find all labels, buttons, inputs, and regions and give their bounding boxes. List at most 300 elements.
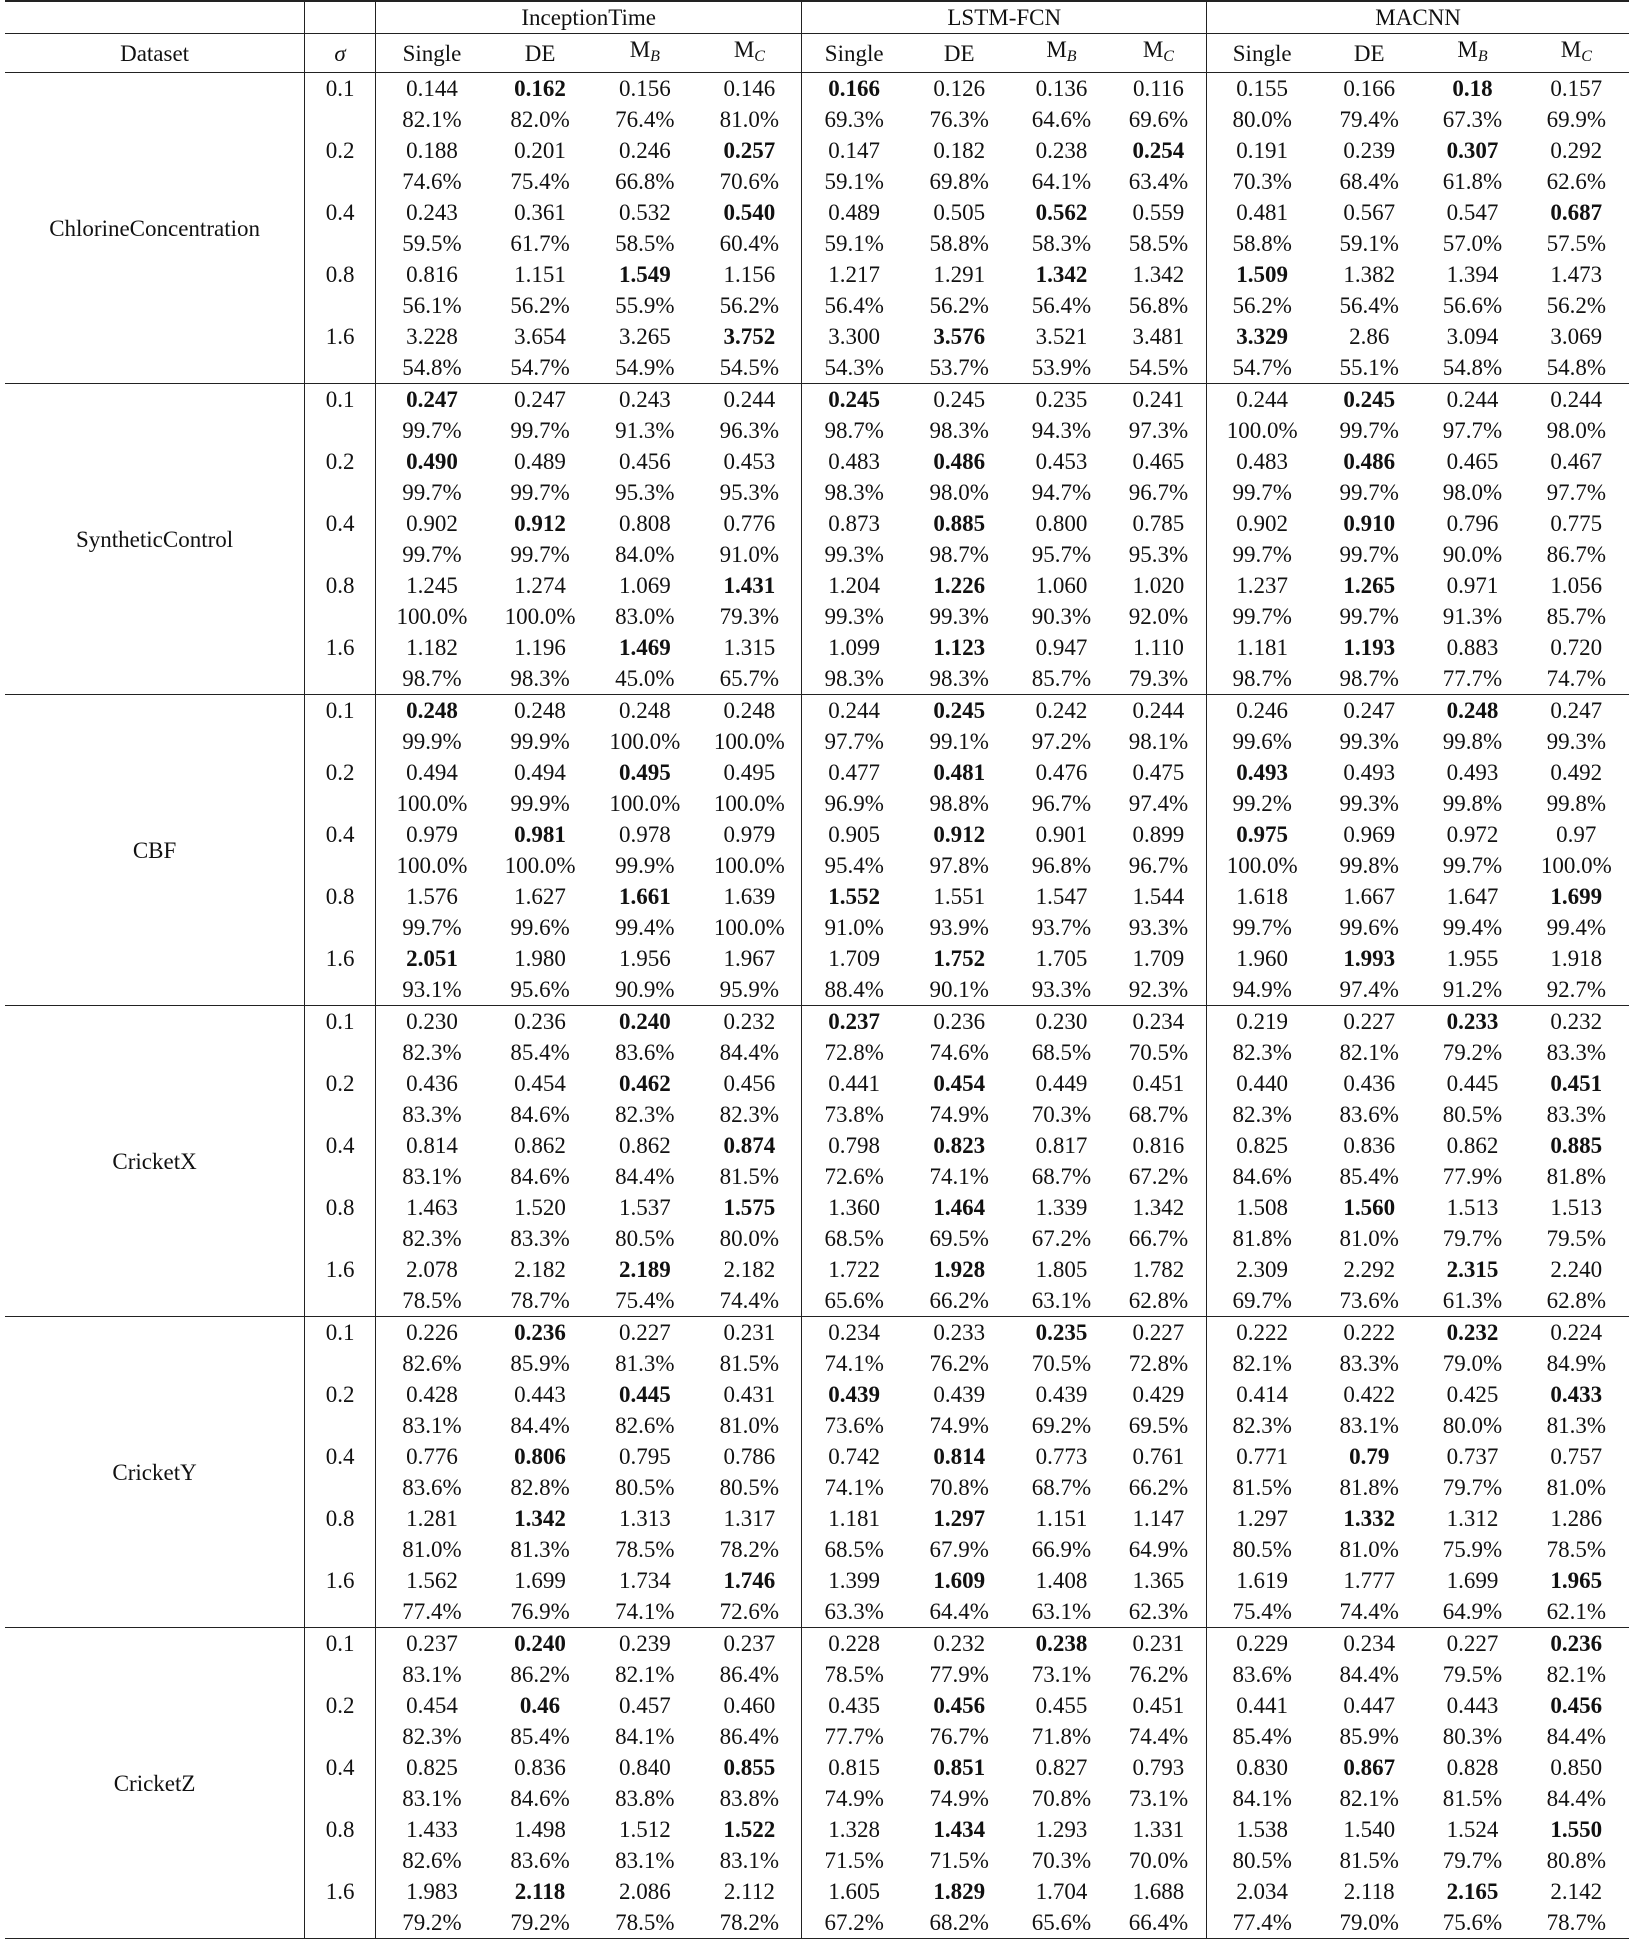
best-score: 0.236 <box>1550 1631 1603 1656</box>
score-cell: 0.905 <box>802 819 906 850</box>
score-cell: 0.505 <box>933 200 986 225</box>
score-cell: 1.147 <box>1132 1506 1185 1531</box>
score-cell: 0.773 <box>1035 1444 1088 1469</box>
best-score: 1.431 <box>723 573 776 598</box>
score-cell: 1.699 <box>514 1568 566 1593</box>
accuracy-cell: 82.3% <box>1207 1410 1317 1441</box>
score-cell: 0.156 <box>618 76 671 101</box>
accuracy-cell: 81.8% <box>1546 1164 1607 1189</box>
accuracy-cell: 99.4% <box>1546 915 1607 940</box>
header-method-label: M <box>1142 37 1164 62</box>
best-score: 0.806 <box>514 1444 566 1469</box>
score-cell: 0.248 <box>618 698 671 723</box>
header-blank-sigma <box>305 1 376 34</box>
accuracy-cell: 67.2% <box>802 1907 906 1939</box>
table-row-score <box>5 73 1629 105</box>
accuracy-cell: 83.1% <box>376 1161 488 1192</box>
score-cell: 1.704 <box>1035 1879 1088 1904</box>
score-cell: 0.489 <box>514 449 566 474</box>
best-score: 0.454 <box>933 1071 986 1096</box>
accuracy-cell: 74.1% <box>929 1164 989 1189</box>
accuracy-cell: 57.0% <box>1442 231 1503 256</box>
accuracy-cell: 61.3% <box>1421 1285 1523 1317</box>
best-score: 0.254 <box>1132 138 1185 163</box>
accuracy-cell: 81.5% <box>1442 1786 1503 1811</box>
score-cell: 1.110 <box>1132 635 1184 660</box>
score-cell: 0.796 <box>1446 511 1499 536</box>
best-score: 0.245 <box>1343 387 1396 412</box>
accuracy-cell: 78.2% <box>697 1907 801 1939</box>
best-score: 1.699 <box>1550 884 1603 909</box>
accuracy-cell: 92.7% <box>1524 974 1629 1006</box>
accuracy-cell: 53.9% <box>1012 352 1110 384</box>
score-cell: 0.232 <box>1550 1009 1603 1034</box>
best-score: 0.236 <box>514 1320 566 1345</box>
score-cell: 0.232 <box>723 1009 776 1034</box>
accuracy-cell: 69.8% <box>929 169 989 194</box>
score-cell: 1.315 <box>723 635 776 660</box>
accuracy-cell: 95.4% <box>802 850 906 881</box>
score-cell <box>488 508 592 539</box>
best-score: 0.307 <box>1446 138 1499 163</box>
best-score: 0.233 <box>1446 1009 1499 1034</box>
header-method-label: M <box>733 37 755 62</box>
accuracy-cell: 82.6% <box>376 1845 488 1876</box>
accuracy-cell: 98.3% <box>802 663 906 695</box>
accuracy-cell: 64.9% <box>1128 1537 1189 1562</box>
accuracy-cell: 81.0% <box>719 107 780 132</box>
score-cell: 0.493 <box>1446 760 1499 785</box>
accuracy-cell: 83.3% <box>1339 1351 1399 1376</box>
accuracy-cell: 97.4% <box>1317 974 1421 1006</box>
sigma-value: 1.6 <box>305 1876 376 1939</box>
accuracy-cell: 98.3% <box>906 663 1012 695</box>
score-cell: 0.246 <box>618 138 671 163</box>
score-cell: 0.227 <box>618 1320 671 1345</box>
accuracy-cell: 74.6% <box>929 1040 989 1065</box>
score-cell: 0.234 <box>802 1317 906 1349</box>
accuracy-cell: 92.0% <box>1128 604 1189 629</box>
score-cell: 1.473 <box>1550 262 1603 287</box>
accuracy-cell: 82.1% <box>1339 1040 1399 1065</box>
score-cell: 1.647 <box>1446 884 1499 909</box>
best-score: 2.118 <box>514 1879 566 1904</box>
score-cell: 0.825 <box>1207 1130 1317 1161</box>
score-cell: 0.443 <box>1446 1693 1499 1718</box>
score-cell: 0.493 <box>1343 760 1396 785</box>
accuracy-cell: 78.5% <box>1546 1537 1607 1562</box>
accuracy-cell: 83.1% <box>376 1410 488 1441</box>
accuracy-cell: 72.6% <box>697 1596 801 1628</box>
accuracy-cell: 99.7% <box>1339 604 1399 629</box>
score-cell <box>376 446 488 477</box>
score-cell: 1.709 <box>1132 946 1185 971</box>
score-cell <box>802 1006 906 1038</box>
accuracy-cell: 99.7% <box>376 539 488 570</box>
score-cell <box>906 1814 1012 1845</box>
accuracy-cell: 98.0% <box>1546 418 1607 443</box>
accuracy-cell: 99.3% <box>1546 729 1607 754</box>
score-cell: 0.226 <box>376 1317 488 1349</box>
score-cell: 0.425 <box>1446 1382 1499 1407</box>
accuracy-cell: 68.2% <box>906 1907 1012 1939</box>
score-cell: 0.454 <box>514 1071 566 1096</box>
header-method <box>592 34 697 73</box>
score-cell: 0.850 <box>1550 1755 1603 1780</box>
accuracy-cell: 53.7% <box>906 352 1012 384</box>
accuracy-cell: 99.4% <box>1442 915 1503 940</box>
accuracy-cell: 54.7% <box>1207 352 1317 384</box>
score-cell: 0.237 <box>376 1628 488 1660</box>
header-row-models <box>5 1 1629 34</box>
accuracy-cell: 98.0% <box>1442 480 1503 505</box>
score-cell: 1.605 <box>802 1876 906 1907</box>
best-score: 1.342 <box>514 1506 566 1531</box>
accuracy-cell: 71.5% <box>802 1845 906 1876</box>
best-score: 0.867 <box>1343 1755 1396 1780</box>
score-cell: 1.408 <box>1035 1568 1088 1593</box>
accuracy-cell: 79.0% <box>1442 1351 1503 1376</box>
best-score: 0.18 <box>1452 76 1493 101</box>
score-cell: 0.547 <box>1446 200 1499 225</box>
dataset-name: CricketX <box>5 1006 305 1317</box>
accuracy-cell: 82.0% <box>510 107 570 132</box>
best-score: 0.481 <box>933 760 986 785</box>
accuracy-cell: 99.3% <box>1339 729 1399 754</box>
score-cell <box>906 1192 1012 1223</box>
sigma-value: 1.6 <box>305 1254 376 1317</box>
score-cell <box>906 819 1012 850</box>
accuracy-cell: 100.0% <box>376 788 488 819</box>
score-cell <box>376 943 488 974</box>
score-cell: 0.776 <box>376 1441 488 1472</box>
score-cell: 0.361 <box>514 200 566 225</box>
score-cell: 0.465 <box>1446 449 1499 474</box>
sigma-value: 0.8 <box>305 881 376 943</box>
accuracy-cell: 69.6% <box>1128 107 1189 132</box>
score-cell: 1.639 <box>723 884 776 909</box>
score-cell: 0.414 <box>1207 1379 1317 1410</box>
best-score: 0.687 <box>1550 200 1603 225</box>
header-method <box>697 34 801 73</box>
score-cell: 0.449 <box>1035 1071 1088 1096</box>
score-cell: 0.247 <box>1550 698 1603 723</box>
score-cell: 1.399 <box>802 1565 906 1596</box>
accuracy-cell: 55.1% <box>1317 352 1421 384</box>
best-score: 0.851 <box>933 1755 986 1780</box>
best-score: 0.912 <box>933 822 986 847</box>
best-score: 0.490 <box>406 449 458 474</box>
accuracy-cell: 81.5% <box>1339 1848 1399 1873</box>
accuracy-cell: 85.7% <box>1546 604 1607 629</box>
score-cell: 1.394 <box>1446 262 1499 287</box>
best-score: 1.609 <box>933 1568 986 1593</box>
sigma-value: 0.4 <box>305 197 376 259</box>
score-cell <box>592 259 697 290</box>
accuracy-cell: 81.5% <box>1207 1472 1317 1503</box>
score-cell: 2.240 <box>1550 1257 1603 1282</box>
accuracy-cell: 66.2% <box>1128 1475 1189 1500</box>
accuracy-cell: 98.7% <box>802 415 906 446</box>
table-row-score <box>5 695 1629 727</box>
best-score: 1.464 <box>933 1195 986 1220</box>
header-method-label: M <box>1457 37 1478 62</box>
score-cell: 3.094 <box>1446 324 1499 349</box>
score-cell: 1.547 <box>1035 884 1088 909</box>
score-cell <box>1317 446 1421 477</box>
score-cell <box>1524 1814 1629 1845</box>
score-cell: 0.228 <box>802 1628 906 1660</box>
accuracy-cell: 74.1% <box>802 1472 906 1503</box>
score-cell: 1.069 <box>618 573 671 598</box>
score-cell <box>1207 321 1317 352</box>
score-cell: 0.453 <box>1035 449 1088 474</box>
score-cell: 1.204 <box>802 570 906 601</box>
score-cell: 0.899 <box>1132 822 1185 847</box>
header-method-subscript: B <box>650 48 660 65</box>
score-cell: 1.918 <box>1550 946 1603 971</box>
score-cell <box>697 1192 801 1223</box>
score-cell: 1.274 <box>514 573 566 598</box>
score-cell: 0.231 <box>723 1320 776 1345</box>
accuracy-cell: 69.2% <box>1031 1413 1092 1438</box>
header-method <box>1317 34 1421 73</box>
score-cell <box>488 1690 592 1721</box>
score-cell: 0.495 <box>723 760 776 785</box>
score-cell: 0.429 <box>1132 1382 1185 1407</box>
header-dataset: Dataset <box>5 34 305 73</box>
accuracy-cell: 91.0% <box>802 912 906 943</box>
accuracy-cell: 99.8% <box>1442 729 1503 754</box>
accuracy-cell: 56.2% <box>1546 293 1607 318</box>
accuracy-cell: 96.8% <box>1031 853 1092 878</box>
accuracy-cell: 93.3% <box>1012 974 1110 1006</box>
best-score: 0.247 <box>406 387 458 412</box>
score-cell <box>1111 135 1207 166</box>
accuracy-cell: 83.6% <box>615 1040 675 1065</box>
accuracy-cell: 84.9% <box>1546 1351 1607 1376</box>
score-cell: 0.247 <box>1343 698 1396 723</box>
score-cell: 0.436 <box>376 1068 488 1099</box>
score-cell: 0.443 <box>514 1382 566 1407</box>
accuracy-cell: 82.1% <box>1546 1662 1607 1687</box>
accuracy-cell: 59.1% <box>802 228 906 259</box>
score-cell: 0.567 <box>1343 200 1396 225</box>
accuracy-cell: 98.3% <box>488 663 592 695</box>
accuracy-cell: 93.7% <box>1031 915 1092 940</box>
accuracy-cell: 94.3% <box>1031 418 1092 443</box>
score-cell <box>1421 1876 1523 1907</box>
score-cell: 0.231 <box>1132 1631 1185 1656</box>
score-cell <box>906 1441 1012 1472</box>
accuracy-cell: 100.0% <box>609 791 681 816</box>
score-cell: 0.828 <box>1446 1755 1499 1780</box>
score-cell <box>1317 1192 1421 1223</box>
sigma-value: 0.2 <box>305 135 376 197</box>
accuracy-cell: 59.5% <box>376 228 488 259</box>
sigma-value: 1.6 <box>305 1565 376 1628</box>
accuracy-cell: 81.3% <box>615 1351 675 1376</box>
score-cell: 1.020 <box>1132 573 1185 598</box>
score-cell <box>906 632 1012 663</box>
best-score: 0.975 <box>1236 822 1289 847</box>
best-score: 1.469 <box>618 635 671 660</box>
accuracy-cell: 54.9% <box>592 352 697 384</box>
accuracy-cell: 80.5% <box>615 1475 675 1500</box>
score-cell: 0.451 <box>1132 1693 1185 1718</box>
score-cell: 1.291 <box>933 262 986 287</box>
score-cell: 0.456 <box>618 449 671 474</box>
score-cell: 1.317 <box>723 1506 776 1531</box>
score-cell: 1.513 <box>1446 1195 1499 1220</box>
score-cell: 0.239 <box>618 1631 671 1656</box>
accuracy-cell: 70.0% <box>1128 1848 1189 1873</box>
score-cell: 0.827 <box>1035 1755 1088 1780</box>
score-cell <box>488 1876 592 1907</box>
score-cell: 0.785 <box>1132 511 1185 536</box>
accuracy-cell: 68.5% <box>1031 1040 1092 1065</box>
score-cell: 0.979 <box>376 819 488 850</box>
score-cell: 0.116 <box>1132 76 1184 101</box>
accuracy-cell: 84.4% <box>1339 1662 1399 1687</box>
accuracy-cell: 69.5% <box>929 1226 989 1251</box>
score-cell <box>906 943 1012 974</box>
accuracy-cell: 79.2% <box>488 1907 592 1939</box>
score-cell: 0.244 <box>1207 384 1317 416</box>
accuracy-cell: 76.7% <box>929 1724 989 1749</box>
score-cell <box>906 1876 1012 1907</box>
score-cell: 0.793 <box>1132 1755 1185 1780</box>
score-cell <box>1421 695 1523 727</box>
accuracy-cell: 65.7% <box>697 663 801 695</box>
header-method-subscript: B <box>1477 48 1488 65</box>
best-score: 0.162 <box>514 76 566 101</box>
score-cell: 0.972 <box>1446 822 1499 847</box>
header-method-label: M <box>1046 37 1067 62</box>
score-cell: 0.428 <box>376 1379 488 1410</box>
accuracy-cell: 78.5% <box>592 1907 697 1939</box>
header-method <box>1012 34 1110 73</box>
score-cell: 0.798 <box>802 1130 906 1161</box>
accuracy-cell: 95.6% <box>488 974 592 1006</box>
accuracy-cell: 82.6% <box>615 1413 675 1438</box>
accuracy-cell: 83.3% <box>1546 1040 1607 1065</box>
score-cell: 0.862 <box>514 1133 566 1158</box>
accuracy-cell: 84.6% <box>510 1786 570 1811</box>
accuracy-cell: 80.8% <box>1546 1848 1607 1873</box>
best-score: 1.575 <box>723 1195 776 1220</box>
accuracy-cell: 79.3% <box>1111 663 1207 695</box>
accuracy-cell: 56.2% <box>719 293 780 318</box>
score-cell: 1.156 <box>723 262 776 287</box>
score-cell: 1.360 <box>802 1192 906 1223</box>
score-cell <box>488 1503 592 1534</box>
best-score: 0.439 <box>828 1382 881 1407</box>
accuracy-cell: 72.8% <box>802 1037 906 1068</box>
score-cell: 1.980 <box>514 946 566 971</box>
accuracy-cell: 93.1% <box>376 974 488 1006</box>
accuracy-cell: 76.9% <box>488 1596 592 1628</box>
score-cell: 1.967 <box>723 946 776 971</box>
accuracy-cell: 56.2% <box>510 293 570 318</box>
accuracy-cell: 70.3% <box>1207 166 1317 197</box>
accuracy-cell: 80.0% <box>1442 1413 1503 1438</box>
accuracy-cell: 54.8% <box>1524 352 1629 384</box>
header-model: MACNN <box>1207 1 1629 34</box>
best-score: 0.981 <box>514 822 566 847</box>
accuracy-cell: 100.0% <box>713 729 785 754</box>
accuracy-cell: 65.6% <box>1012 1907 1110 1939</box>
accuracy-cell: 81.0% <box>1339 1226 1399 1251</box>
accuracy-cell: 83.6% <box>1207 1659 1317 1690</box>
accuracy-cell: 83.6% <box>376 1472 488 1503</box>
accuracy-cell: 70.8% <box>1031 1786 1092 1811</box>
score-cell: 2.86 <box>1349 324 1390 349</box>
score-cell <box>1421 1317 1523 1349</box>
accuracy-cell: 73.1% <box>1031 1662 1092 1687</box>
accuracy-cell: 72.8% <box>1128 1351 1189 1376</box>
accuracy-cell: 74.1% <box>592 1596 697 1628</box>
accuracy-cell: 79.7% <box>1442 1475 1503 1500</box>
sigma-value: 0.8 <box>305 570 376 632</box>
score-cell: 0.239 <box>1343 138 1396 163</box>
accuracy-cell: 98.7% <box>376 663 488 695</box>
accuracy-cell: 99.3% <box>802 601 906 632</box>
accuracy-cell: 95.7% <box>1031 542 1092 567</box>
score-cell: 1.498 <box>514 1817 566 1842</box>
sigma-value: 1.6 <box>305 632 376 695</box>
score-cell: 0.465 <box>1132 449 1185 474</box>
score-cell <box>1012 1628 1110 1660</box>
accuracy-cell: 76.2% <box>929 1351 989 1376</box>
score-cell: 1.722 <box>802 1254 906 1285</box>
accuracy-cell: 83.1% <box>719 1848 780 1873</box>
score-cell <box>1421 73 1523 105</box>
best-score: 1.560 <box>1343 1195 1396 1220</box>
accuracy-cell: 82.1% <box>615 1662 675 1687</box>
score-cell: 1.562 <box>376 1565 488 1596</box>
score-cell <box>592 881 697 912</box>
score-cell: 0.230 <box>1035 1009 1088 1034</box>
results-table-container <box>5 0 1629 1939</box>
best-score: 1.550 <box>1550 1817 1603 1842</box>
best-score: 0.910 <box>1343 511 1396 536</box>
score-cell <box>802 73 906 105</box>
score-cell: 0.456 <box>723 1071 776 1096</box>
score-cell <box>1207 757 1317 788</box>
header-method-label: DE <box>1353 40 1385 66</box>
score-cell: 0.902 <box>376 508 488 539</box>
accuracy-cell: 79.7% <box>1442 1226 1503 1251</box>
accuracy-cell: 85.4% <box>1207 1721 1317 1752</box>
accuracy-cell: 100.0% <box>1540 853 1612 878</box>
score-cell: 0.243 <box>618 387 671 412</box>
accuracy-cell: 81.0% <box>1339 1537 1399 1562</box>
best-score: 0.240 <box>618 1009 671 1034</box>
accuracy-cell: 79.4% <box>1339 107 1399 132</box>
header-method-subscript: B <box>1066 48 1077 65</box>
score-cell: 0.492 <box>1550 760 1603 785</box>
score-cell: 0.247 <box>514 387 566 412</box>
score-cell: 1.538 <box>1207 1814 1317 1845</box>
score-cell: 1.312 <box>1446 1506 1499 1531</box>
accuracy-cell: 93.9% <box>929 915 989 940</box>
accuracy-cell: 73.6% <box>802 1410 906 1441</box>
accuracy-cell: 68.5% <box>802 1534 906 1565</box>
score-cell: 0.761 <box>1132 1444 1185 1469</box>
best-score: 1.746 <box>723 1568 776 1593</box>
score-cell <box>802 384 906 416</box>
